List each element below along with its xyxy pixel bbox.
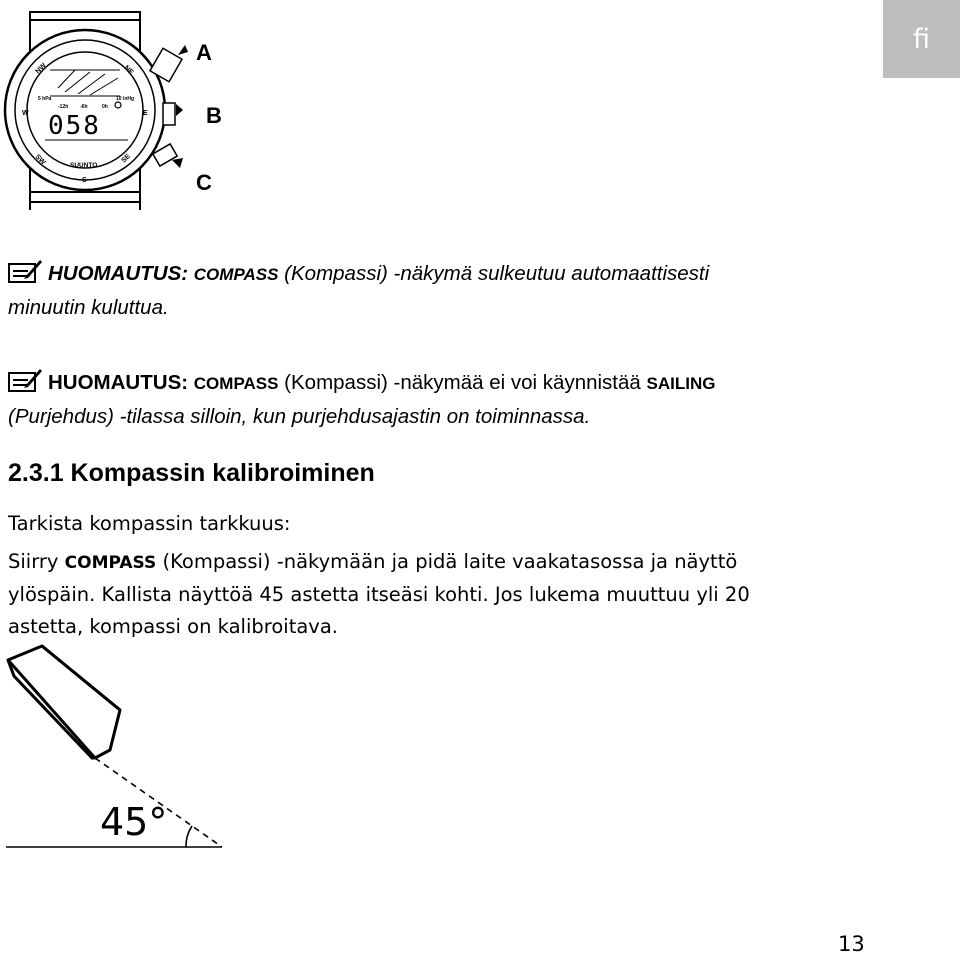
compass-w: W <box>22 110 29 117</box>
paragraph-2-line1: (Kompassi) -näkymään ja pidä laite vaakatasossa ja näyttö <box>156 550 738 573</box>
section-heading: 2.3.1 Kompassin kalibroiminen <box>8 459 375 487</box>
note-2-prefix: HUOMAUTUS: <box>48 371 189 394</box>
note-2 <box>8 367 715 432</box>
compass-se: SE <box>120 152 133 165</box>
body-text <box>8 507 908 648</box>
scale-label-6h: -6h <box>80 104 88 110</box>
paragraph-2-pre: Siirry <box>8 550 65 573</box>
note-pencil-icon <box>8 367 42 402</box>
button-label-a: A <box>196 40 212 65</box>
language-tab: fi <box>883 0 960 78</box>
page-number: 13 <box>838 932 865 956</box>
button-label-c: C <box>196 170 212 195</box>
note-1-prefix: HUOMAUTUS: <box>48 262 189 285</box>
scale-label-12h: -12h <box>58 104 69 110</box>
paragraph-2-line2: ylöspäin. Kallista näyttöä 45 astetta itseäsi kohti. Jos lukema muuttuu yli 20 <box>8 583 750 606</box>
compass-s: S <box>82 177 87 184</box>
note-2-text: (Kompassi) -näkymää ei voi käynnistää <box>278 371 647 394</box>
paragraph-2-keyword: COMPASS <box>64 553 157 573</box>
note-1-text: (Kompassi) -näkymä sulkeutuu automaattisesti <box>278 262 710 285</box>
note-1-keyword: COMPASS <box>193 265 279 284</box>
note-pencil-icon <box>8 258 42 293</box>
button-label-b: B <box>206 103 222 128</box>
paragraph-2 <box>8 546 908 643</box>
watch-display-value: 058 <box>48 111 101 141</box>
paragraph-1: Tarkista kompassin tarkkuus: <box>8 512 291 535</box>
watch-illustration <box>0 0 200 215</box>
watch-brand: SUUNTO <box>70 162 98 169</box>
compass-sw: SW <box>33 153 47 167</box>
scale-label-0h: 0h <box>102 104 108 110</box>
scale-label-hpa: 5 hPa <box>38 96 52 102</box>
note-1 <box>8 258 709 323</box>
note-1-text-line2: minuutin kuluttua. <box>8 296 169 319</box>
note-2-keyword-sailing: SAILING <box>646 374 716 393</box>
scale-label-inhg: 10 inHg <box>116 96 135 102</box>
note-2-keyword: COMPASS <box>193 374 279 393</box>
compass-e: E <box>143 110 148 117</box>
angle-label: 45° <box>100 800 168 844</box>
compass-nw: NW <box>34 62 48 76</box>
paragraph-2-line3: astetta, kompassi on kalibroitava. <box>8 615 338 638</box>
compass-ne: NE <box>122 64 135 77</box>
note-2-text-line2: (Purjehdus) -tilassa silloin, kun purjehdusajastin on toiminnassa. <box>8 405 591 428</box>
tilt-45-figure <box>0 640 240 860</box>
